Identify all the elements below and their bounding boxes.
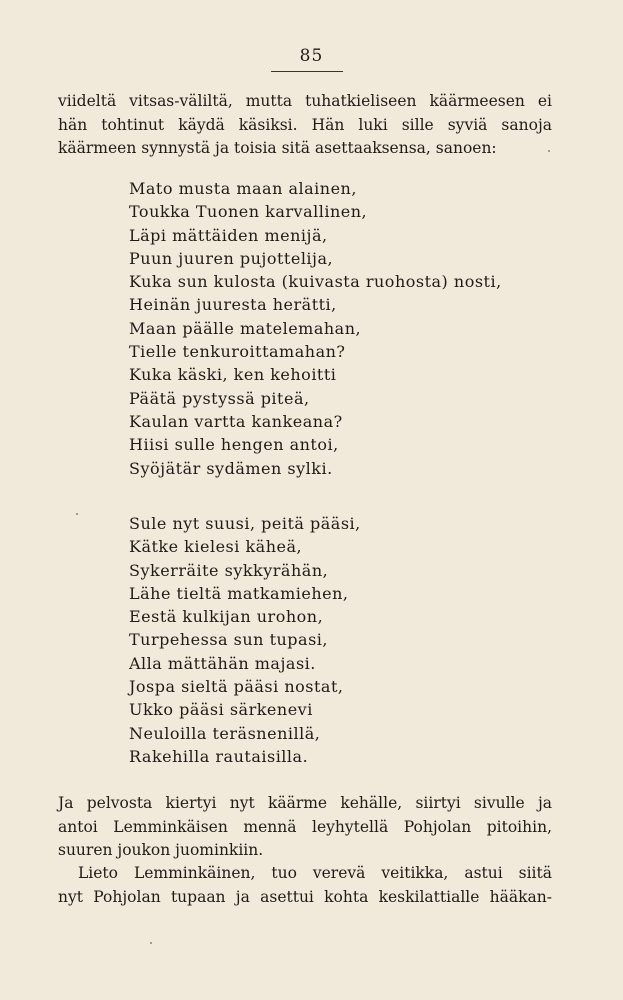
verse-line: Mato musta maan alainen,	[129, 179, 357, 198]
verse-line: Läpi mättäiden menijä,	[129, 225, 328, 245]
verse-line: Päätä pystyssä piteä,	[129, 388, 310, 408]
text-line: viideltä vitsas-väliltä, mutta tuhatkieliseen käärmeesen ei	[58, 92, 552, 110]
text-line: käärmeen synnystä ja toisia sitä asettaaksensa, sanoen:	[58, 139, 497, 157]
paper-speck	[548, 150, 550, 152]
verse-line: Ukko pääsi särkenevi	[129, 700, 313, 720]
verse-line: Jospa sieltä pääsi nostat,	[129, 677, 344, 697]
verse-line: Turpehessa sun tupasi,	[129, 630, 328, 650]
verse-line: Toukka Tuonen karvallinen,	[129, 202, 368, 222]
verse-line: Sykerräite sykkyrähän,	[129, 560, 329, 580]
text-line: suuren joukon juominkiin.	[58, 841, 264, 859]
page-number: 85	[299, 46, 324, 66]
verse-line: Eestä kulkijan urohon,	[129, 607, 324, 627]
verse-line: Syöjätär sydämen sylki.	[129, 458, 333, 478]
poem-stanza-2	[129, 512, 361, 768]
verse-line: Rakehilla rautaisilla.	[129, 746, 309, 766]
text-line: hän tohtinut käydä käsiksi. Hän luki sille syviä sanoja	[58, 115, 552, 134]
header-rule	[271, 71, 343, 72]
verse-line: Heinän juuresta herätti,	[129, 295, 337, 315]
paper-speck	[76, 513, 78, 515]
verse-line: Maan päälle matelemahan,	[129, 318, 362, 338]
verse-line: Kuka sun kulosta (kuivasta ruohosta) nosti,	[129, 272, 502, 292]
verse-line: Neuloilla teräsnenillä,	[129, 723, 321, 743]
poem-stanza-1	[129, 177, 502, 480]
verse-line: Puun juuren pujottelija,	[129, 248, 334, 268]
verse-line: Sule nyt suusi, peitä pääsi,	[129, 514, 361, 533]
verse-line: Kuka käski, ken kehoitti	[129, 365, 337, 385]
verse-line: Lähe tieltä matkamiehen,	[129, 583, 349, 603]
text-line: antoi Lemminkäisen mennä leyhytellä Pohjolan pitoihin,	[58, 817, 552, 836]
paragraph-serpent	[58, 792, 552, 863]
verse-line: Tielle tenkuroittamahan?	[129, 342, 346, 362]
paragraph-intro	[58, 90, 552, 161]
verse-line: Alla mättähän majasi.	[129, 653, 316, 673]
verse-line: Kaulan vartta kankeana?	[129, 411, 343, 431]
paper-speck	[150, 942, 152, 944]
paragraph-lemminkainen	[58, 862, 552, 909]
verse-line: Kätke kielesi käheä,	[129, 537, 303, 557]
text-line: Ja pelvosta kiertyi nyt käärme kehälle, siirtyi sivulle ja	[58, 794, 552, 812]
text-line: Lieto Lemminkäinen, tuo verevä veitikka, astui siitä	[78, 864, 552, 882]
verse-line: Hiisi sulle hengen antoi,	[129, 435, 339, 455]
text-line: nyt Pohjolan tupaan ja asettui kohta keskilattialle hääkan-	[58, 887, 552, 906]
